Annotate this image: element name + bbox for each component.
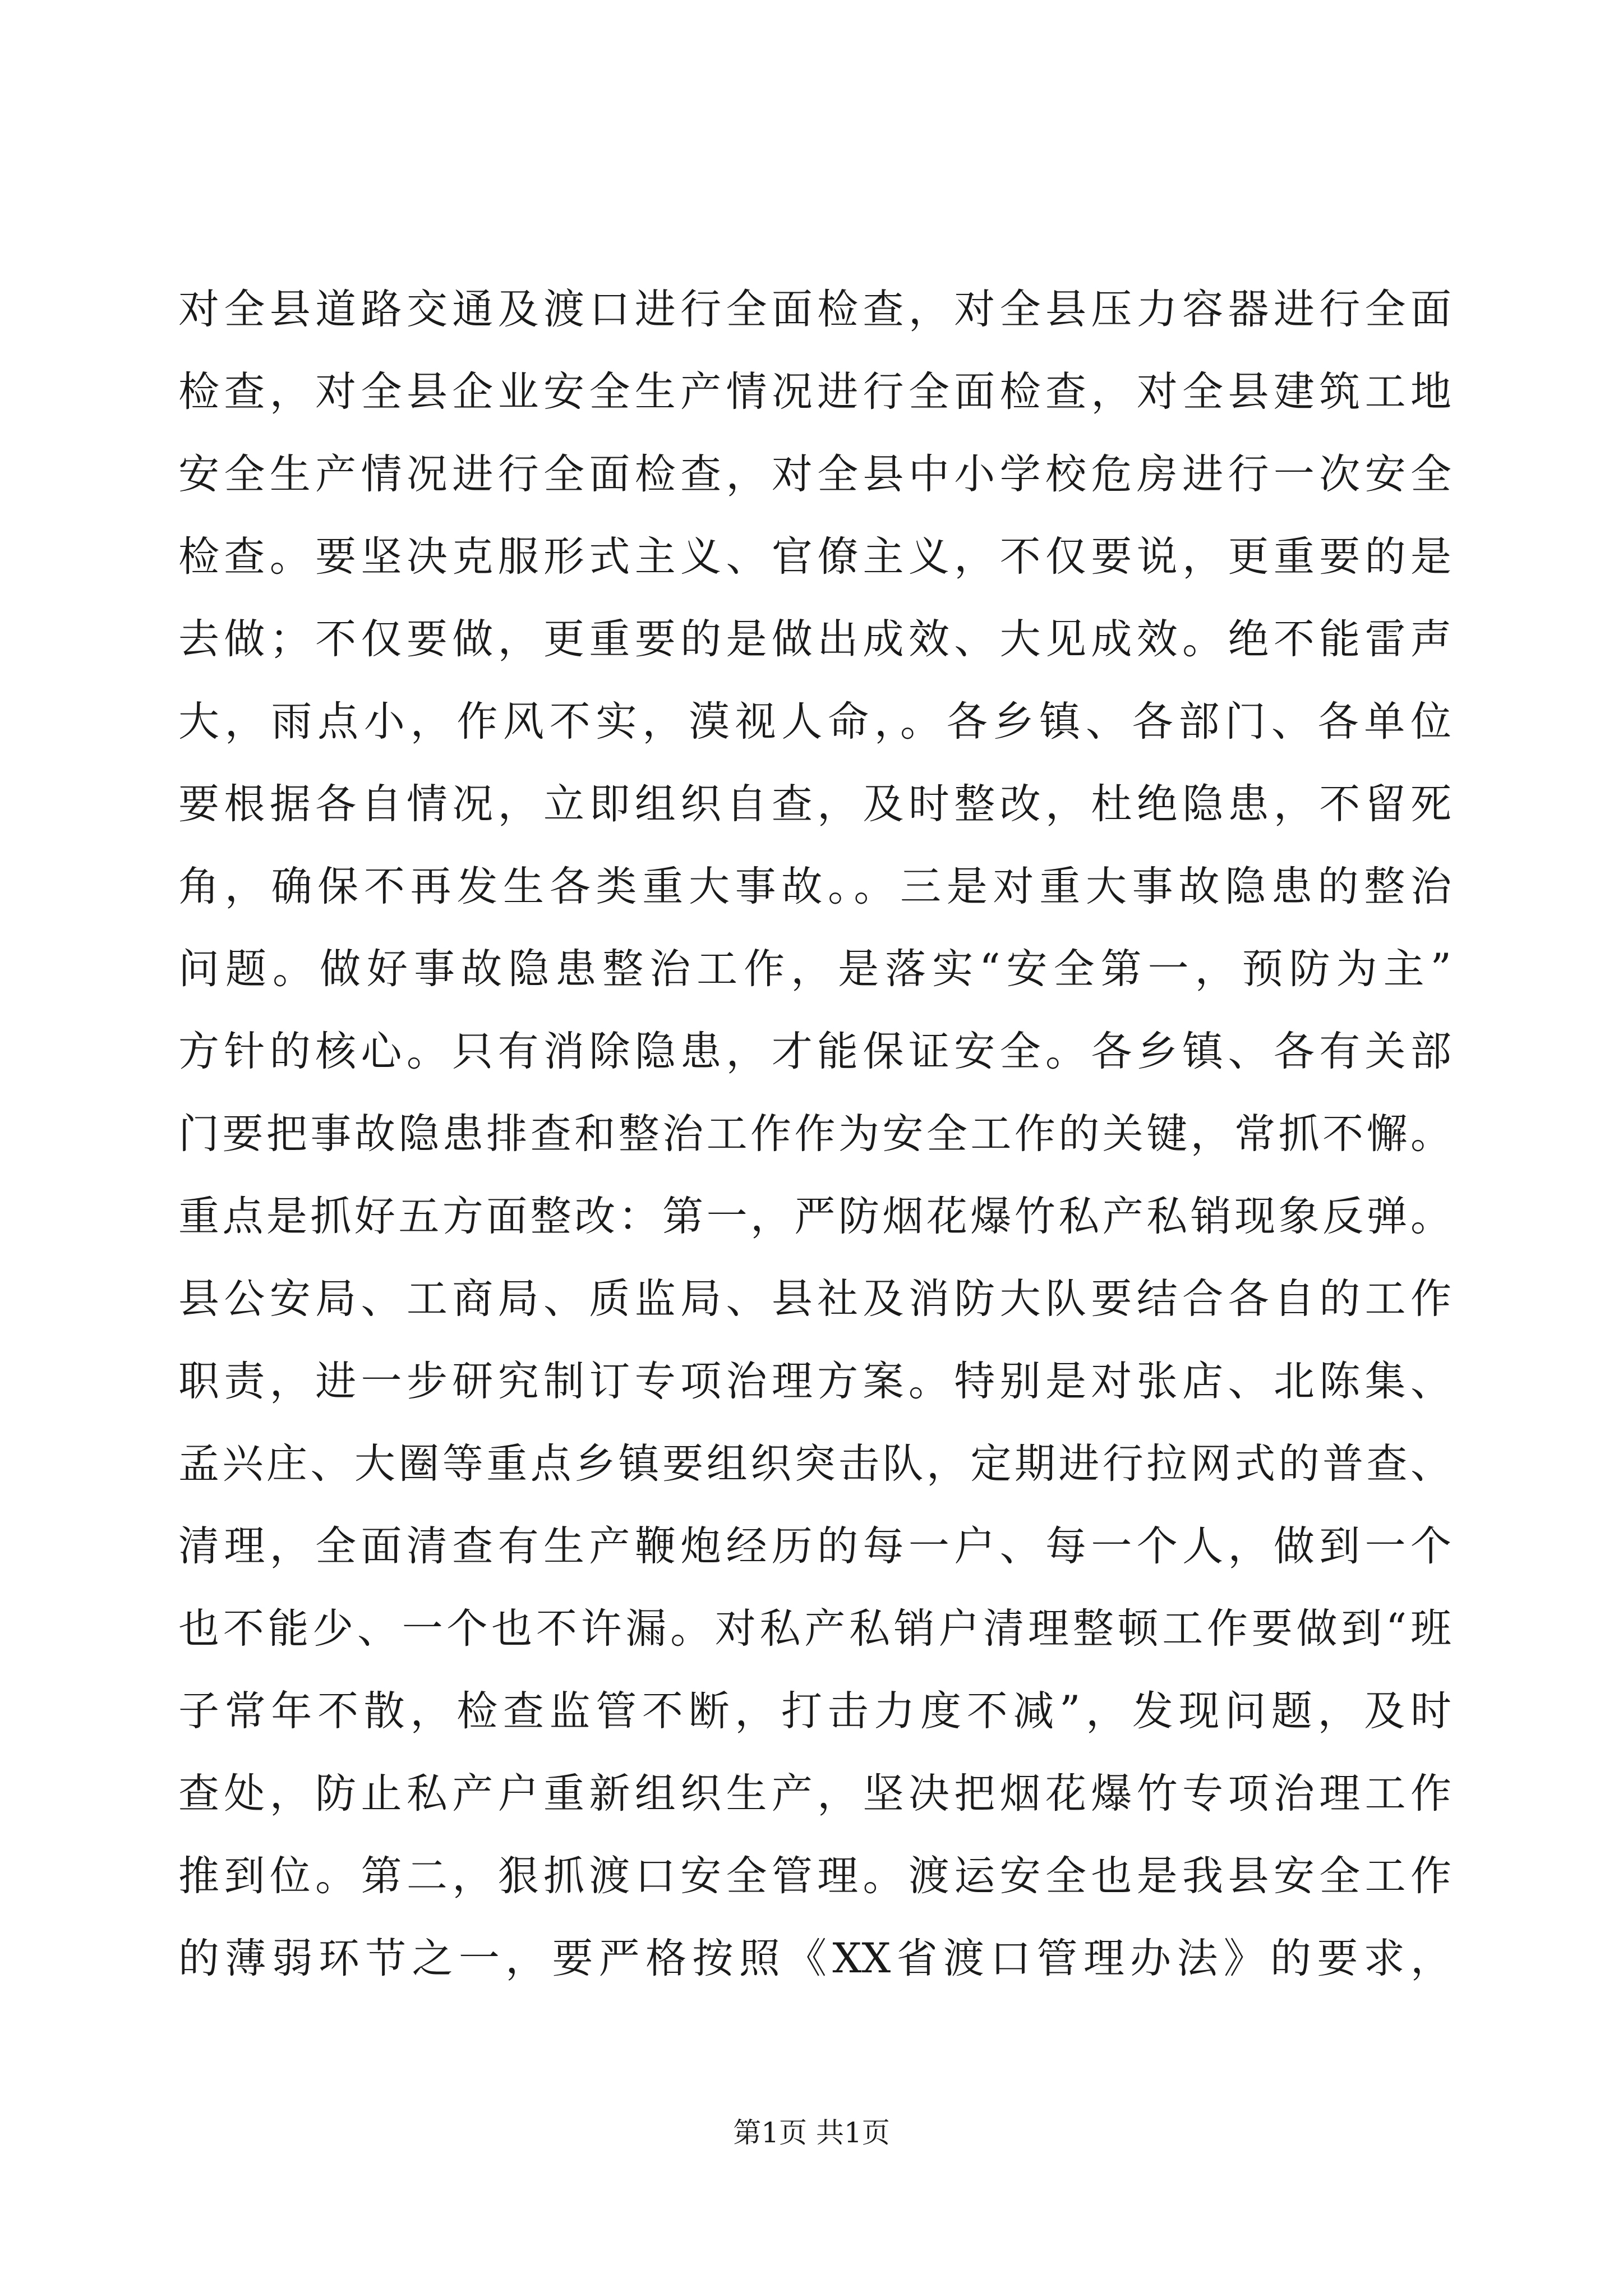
text-line: 角，确保不再发生各类重大事故。。三是对重大事故隐患的整治	[178, 863, 1451, 910]
text-line: 推到位。第二，狠抓渡口安全管理。渡运安全也是我县安全工作	[178, 1852, 1451, 1900]
text-line: 县公安局、工商局、质监局、县社及消防大队要结合各自的工作	[178, 1275, 1451, 1323]
body-text	[178, 268, 1451, 2000]
text-line: 门要把事故隐患排查和整治工作作为安全工作的关键，常抓不懈。	[178, 1110, 1451, 1158]
text-line: 孟兴庄、大圈等重点乡镇要组织突击队，定期进行拉网式的普查、	[178, 1440, 1451, 1488]
page-footer: 第1页 共1页	[733, 2116, 890, 2149]
text-line: 问题。做好事故隐患整治工作，是落实“安全第一，预防为主”	[178, 945, 1451, 993]
text-line: 对全县道路交通及渡口进行全面检查，对全县压力容器进行全面	[178, 286, 1451, 333]
text-line: 去做；不仅要做，更重要的是做出成效、大见成效。绝不能雷声	[178, 615, 1451, 663]
text-line: 检查，对全县企业安全生产情况进行全面检查，对全县建筑工地	[178, 368, 1451, 416]
text-line: 安全生产情况进行全面检查，对全县中小学校危房进行一次安全	[178, 450, 1451, 498]
text-line: 要根据各自情况，立即组织自查，及时整改，杜绝隐患，不留死	[178, 780, 1451, 828]
text-line: 的薄弱环节之一，要严格按照《XX省渡口管理办法》的要求，	[178, 1935, 1451, 1982]
text-line: 子常年不散，检查监管不断，打击力度不减”，发现问题，及时	[178, 1687, 1451, 1735]
text-line: 重点是抓好五方面整改：第一，严防烟花爆竹私产私销现象反弹。	[178, 1193, 1451, 1240]
text-line: 职责，进一步研究制订专项治理方案。特别是对张店、北陈集、	[178, 1358, 1451, 1405]
text-line: 也不能少、一个也不许漏。对私产私销户清理整顿工作要做到“班	[178, 1605, 1451, 1653]
text-line: 检查。要坚决克服形式主义、官僚主义，不仅要说，更重要的是	[178, 533, 1451, 581]
text-line: 清理，全面清查有生产鞭炮经历的每一户、每一个人，做到一个	[178, 1522, 1451, 1570]
text-line: 大，雨点小，作风不实，漠视人命，。各乡镇、各部门、各单位	[178, 698, 1451, 746]
text-line: 查处，防止私产户重新组织生产，坚决把烟花爆竹专项治理工作	[178, 1770, 1451, 1818]
text-line: 方针的核心。只有消除隐患，才能保证安全。各乡镇、各有关部	[178, 1028, 1451, 1075]
